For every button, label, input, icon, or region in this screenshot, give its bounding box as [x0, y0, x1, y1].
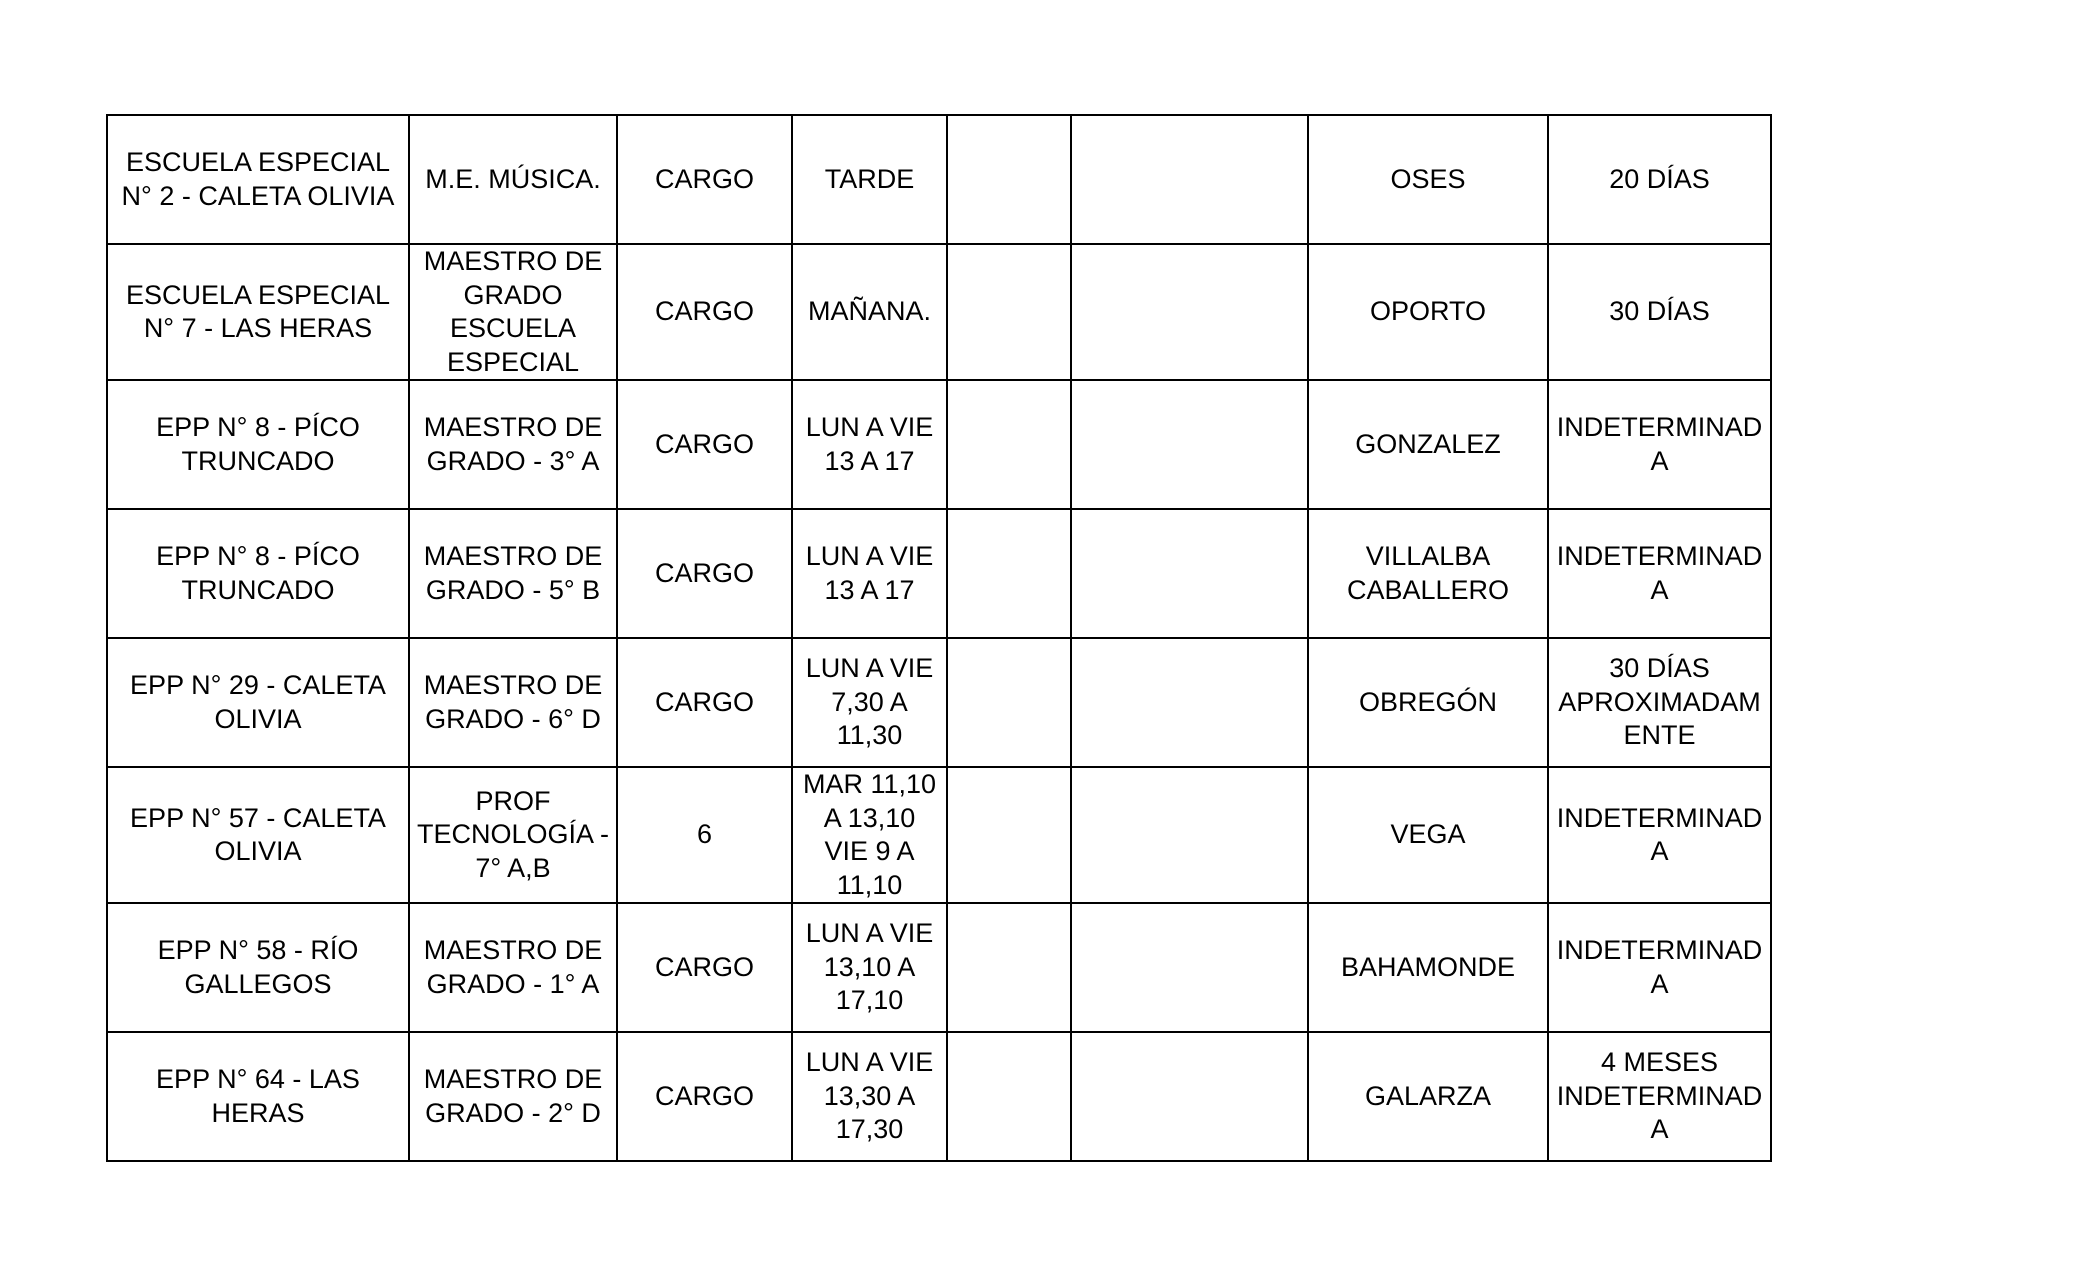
- vacancies-table: [106, 114, 1772, 1162]
- empty-cell: [1071, 1032, 1308, 1161]
- position-cell-text: PROF TECNOLOGÍA - 7° A,B: [416, 785, 610, 883]
- teacher-cell: [1308, 509, 1548, 638]
- table-row: [107, 1032, 1771, 1161]
- school-cell: [107, 638, 409, 767]
- teacher-cell: [1308, 380, 1548, 509]
- school-cell: [107, 903, 409, 1032]
- duration-cell: [1548, 244, 1771, 380]
- duration-cell-text: INDETERMINAD A: [1556, 935, 1763, 999]
- teacher-cell: [1308, 638, 1548, 767]
- position-cell: [409, 767, 617, 903]
- school-cell: [107, 380, 409, 509]
- table-row: [107, 244, 1771, 380]
- schedule-cell: [792, 638, 947, 767]
- teacher-cell-text: OPORTO: [1369, 296, 1487, 327]
- type-cell-text: CARGO: [654, 686, 754, 717]
- school-cell-text: EPP N° 8 - PÍCO TRUNCADO: [156, 412, 360, 476]
- table-row: [107, 509, 1771, 638]
- empty-cell: [1071, 244, 1308, 380]
- empty-cell: [947, 638, 1071, 767]
- schedule-cell: [792, 115, 947, 244]
- type-cell: [617, 1032, 792, 1161]
- empty-cell: [1071, 903, 1308, 1032]
- school-cell: [107, 115, 409, 244]
- duration-cell: [1548, 638, 1771, 767]
- position-cell: [409, 244, 617, 380]
- duration-cell-text: INDETERMINAD A: [1556, 412, 1763, 476]
- table-row: [107, 115, 1771, 244]
- school-cell-text: EPP N° 58 - RÍO GALLEGOS: [157, 935, 359, 999]
- schedule-cell-text: MAÑANA.: [807, 296, 932, 327]
- type-cell-text: CARGO: [654, 296, 754, 327]
- schedule-cell-text: LUN A VIE 7,30 A 11,30: [805, 653, 934, 751]
- school-cell: [107, 244, 409, 380]
- empty-cell: [947, 903, 1071, 1032]
- empty-cell: [1071, 767, 1308, 903]
- school-cell-text: EPP N° 8 - PÍCO TRUNCADO: [156, 541, 360, 605]
- position-cell: [409, 903, 617, 1032]
- position-cell-text: MAESTRO DE GRADO - 5° B: [423, 541, 603, 605]
- school-cell-text: EPP N° 29 - CALETA OLIVIA: [130, 670, 386, 734]
- duration-cell-text: INDETERMINAD A: [1556, 541, 1763, 605]
- school-cell: [107, 767, 409, 903]
- type-cell-text: CARGO: [654, 428, 754, 459]
- position-cell: [409, 1032, 617, 1161]
- duration-cell: [1548, 509, 1771, 638]
- type-cell: [617, 903, 792, 1032]
- schedule-cell: [792, 509, 947, 638]
- table-row: [107, 638, 1771, 767]
- empty-cell: [947, 115, 1071, 244]
- duration-cell-text: INDETERMINAD A: [1556, 802, 1763, 866]
- schedule-cell-text: LUN A VIE 13 A 17: [805, 541, 934, 605]
- schedule-cell: [792, 244, 947, 380]
- teacher-cell: [1308, 903, 1548, 1032]
- type-cell-text: 6: [696, 819, 713, 850]
- table-row: [107, 903, 1771, 1032]
- school-cell-text: ESCUELA ESPECIAL N° 2 - CALETA OLIVIA: [121, 147, 395, 211]
- teacher-cell-text: VILLALBA CABALLERO: [1346, 541, 1510, 605]
- duration-cell: [1548, 115, 1771, 244]
- teacher-cell-text: OBREGÓN: [1358, 686, 1498, 717]
- teacher-cell-text: BAHAMONDE: [1340, 951, 1516, 982]
- school-cell-text: ESCUELA ESPECIAL N° 7 - LAS HERAS: [125, 279, 391, 343]
- empty-cell: [947, 244, 1071, 380]
- duration-cell: [1548, 1032, 1771, 1161]
- type-cell: [617, 380, 792, 509]
- position-cell-text: MAESTRO DE GRADO - 2° D: [423, 1064, 603, 1128]
- type-cell-text: CARGO: [654, 1080, 754, 1111]
- table-row: [107, 767, 1771, 903]
- position-cell-text: MAESTRO DE GRADO ESCUELA ESPECIAL: [423, 246, 603, 377]
- empty-cell: [1071, 380, 1308, 509]
- teacher-cell-text: GALARZA: [1364, 1080, 1492, 1111]
- duration-cell: [1548, 380, 1771, 509]
- teacher-cell: [1308, 767, 1548, 903]
- type-cell: [617, 509, 792, 638]
- school-cell-text: EPP N° 57 - CALETA OLIVIA: [130, 802, 386, 866]
- empty-cell: [947, 380, 1071, 509]
- schedule-cell-text: LUN A VIE 13,10 A 17,10: [805, 918, 934, 1016]
- type-cell: [617, 115, 792, 244]
- empty-cell: [1071, 638, 1308, 767]
- empty-cell: [1071, 115, 1308, 244]
- teacher-cell-text: OSES: [1390, 163, 1466, 194]
- schedule-cell: [792, 767, 947, 903]
- position-cell-text: MAESTRO DE GRADO - 1° A: [423, 935, 603, 999]
- schedule-cell-text: LUN A VIE 13 A 17: [805, 412, 934, 476]
- empty-cell: [1071, 509, 1308, 638]
- teacher-cell-text: GONZALEZ: [1355, 428, 1501, 459]
- position-cell: [409, 380, 617, 509]
- schedule-cell: [792, 380, 947, 509]
- school-cell-text: EPP N° 64 - LAS HERAS: [156, 1064, 360, 1128]
- empty-cell: [947, 509, 1071, 638]
- position-cell: [409, 509, 617, 638]
- teacher-cell-text: VEGA: [1390, 819, 1466, 850]
- schedule-cell: [792, 1032, 947, 1161]
- duration-cell-text: 30 DÍAS APROXIMADAM ENTE: [1558, 653, 1761, 751]
- table-row: [107, 380, 1771, 509]
- teacher-cell: [1308, 244, 1548, 380]
- school-cell: [107, 509, 409, 638]
- duration-cell-text: 30 DÍAS: [1609, 296, 1710, 327]
- teacher-cell: [1308, 115, 1548, 244]
- duration-cell: [1548, 903, 1771, 1032]
- type-cell: [617, 638, 792, 767]
- empty-cell: [947, 1032, 1071, 1161]
- schedule-cell: [792, 903, 947, 1032]
- duration-cell-text: 4 MESES INDETERMINAD A: [1556, 1047, 1763, 1145]
- schedule-cell-text: MAR 11,10 A 13,10 VIE 9 A 11,10: [802, 769, 937, 900]
- type-cell: [617, 767, 792, 903]
- position-cell-text: MAESTRO DE GRADO - 3° A: [423, 412, 603, 476]
- duration-cell-text: 20 DÍAS: [1609, 163, 1710, 194]
- type-cell-text: CARGO: [654, 163, 754, 194]
- duration-cell: [1548, 767, 1771, 903]
- type-cell: [617, 244, 792, 380]
- type-cell-text: CARGO: [654, 951, 754, 982]
- type-cell-text: CARGO: [654, 557, 754, 588]
- school-cell: [107, 1032, 409, 1161]
- position-cell: [409, 115, 617, 244]
- table-body: [107, 115, 1771, 1161]
- schedule-cell-text: LUN A VIE 13,30 A 17,30: [805, 1047, 934, 1145]
- empty-cell: [947, 767, 1071, 903]
- schedule-cell-text: TARDE: [824, 163, 915, 194]
- position-cell-text: MAESTRO DE GRADO - 6° D: [423, 670, 603, 734]
- position-cell: [409, 638, 617, 767]
- position-cell-text: M.E. MÚSICA.: [425, 163, 601, 194]
- teacher-cell: [1308, 1032, 1548, 1161]
